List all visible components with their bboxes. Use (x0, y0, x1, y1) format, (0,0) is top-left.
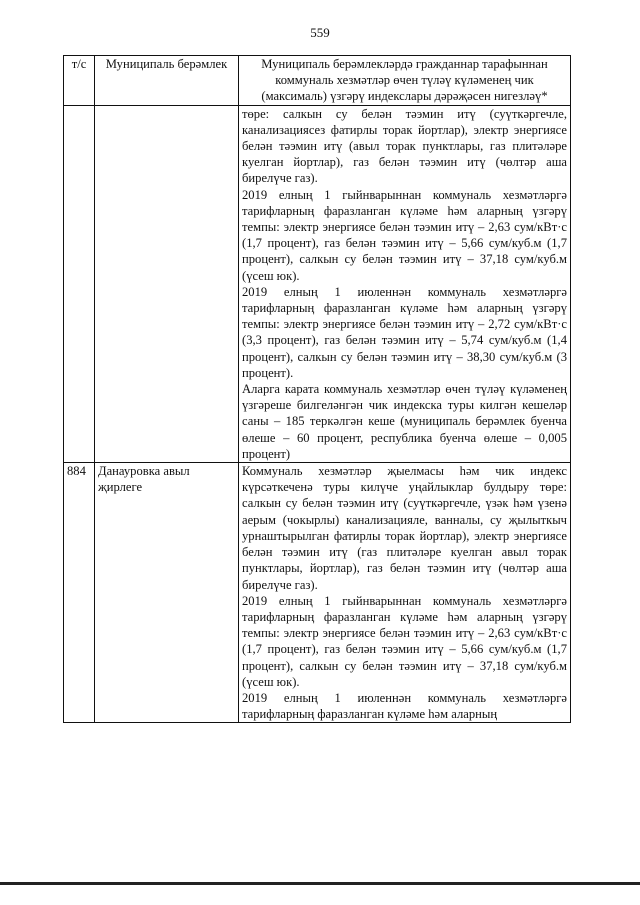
header-description: Муниципаль берәмлекләрдә гражданнар тарафыннан коммуналь хезмәтләр өчен түләү күләменең чик (максималь) үзгәрү индекслары дәрәҗәсен нигезләү* (239, 56, 571, 106)
municipality-name: Данауровка авыл җирлеге (95, 463, 239, 723)
table-row (64, 463, 571, 723)
description-cell (239, 463, 571, 723)
header-municipality: Муниципаль берәмлек (95, 56, 239, 106)
description-paragraph: 2019 елның 1 гыйнварыннан коммуналь хезмәтләргә тарифларның фаразланган күләме һәм аларның үзгәрү темпы: электр энергиясе белән тәэмин итү – 2,63 сум/кВт·с (1,7 процент), газ белән тәэмин итү – 5,66 сум/куб.м (1,7 процент), салкын су белән тәэмин итү – 37,18 сум/куб.м (үсеш юк). (242, 187, 567, 283)
municipality-name (95, 105, 239, 462)
header-number: т/с (64, 56, 95, 106)
row-number: 884 (64, 463, 95, 723)
description-paragraph: төре: салкын су белән тәэмин итү (суүткәргечле, канализациясез фатирлы торак йортлар), электр энергиясе белән тәэмин итү (авыл торак пунктлары, газ плитәләре куелган йортлар), газ белән тәэмин итү (чөлтәр аша бирелүче газ). (242, 106, 567, 186)
table-header-row (64, 56, 571, 106)
description-cell (239, 105, 571, 462)
description-paragraph: Аларга карата коммуналь хезмәтләр өчен түләү күләменең үзгәреше билгеләнгән чик индекска туры килгән кешеләр саны – 185 теркәлгән кеше (муниципаль берәмлек буенча өлеше – 60 процент, республика буенча өлеше – 0,005 процент) (242, 382, 567, 461)
description-paragraph: 2019 елның 1 гыйнварыннан коммуналь хезмәтләргә тарифларның фаразланган күләме һәм аларның үзгәрү темпы: электр энергиясе белән тәэмин итү – 2,63 сум/кВт·с (1,7 процент), газ белән тәэмин итү – 5,66 сум/куб.м (1,7 процент), салкын су белән тәэмин итү – 37,18 сум/куб.м (үсеш юк). (242, 593, 567, 689)
bottom-scan-edge (0, 882, 640, 885)
page-number: 559 (310, 25, 330, 40)
row-number (64, 105, 95, 462)
description-paragraph: 2019 елның 1 июленнән коммуналь хезмәтләргә тарифларның фаразланган күләме һәм аларның үзгәрү темпы: электр энергиясе белән тәэмин итү – 2,72 сум/кВт·с (3,3 процент), газ белән тәэмин итү – 5,74 сум/куб.м (1,4 процент), салкын су белән тәэмин итү – 38,30 сум/куб.м (3 процент). (242, 284, 567, 380)
table-body (64, 105, 571, 723)
description-paragraph: 2019 елның 1 июленнән коммуналь хезмәтләргә тарифларның фаразланган күләме һәм аларның (242, 690, 567, 722)
table-row (64, 105, 571, 462)
tariff-table (63, 55, 571, 723)
description-paragraph: Коммуналь хезмәтләр җыелмасы һәм чик индекс күрсәткеченә туры килүче уңайлыклар булдыру төре: салкын су белән тәэмин итү (суүткәргечле, үзәк һәм үзенә аерым (чокырлы) канализацияле, ванналы, су җылыткыч урнаштырылган фатирлы торак йортлар), электр энергиясе белән тәэмин итү (газ плитәләре куелган авыл торак пунктлары, йортлар), газ белән тәэмин итү (чөлтәр аша бирелүче газ). (242, 464, 567, 592)
